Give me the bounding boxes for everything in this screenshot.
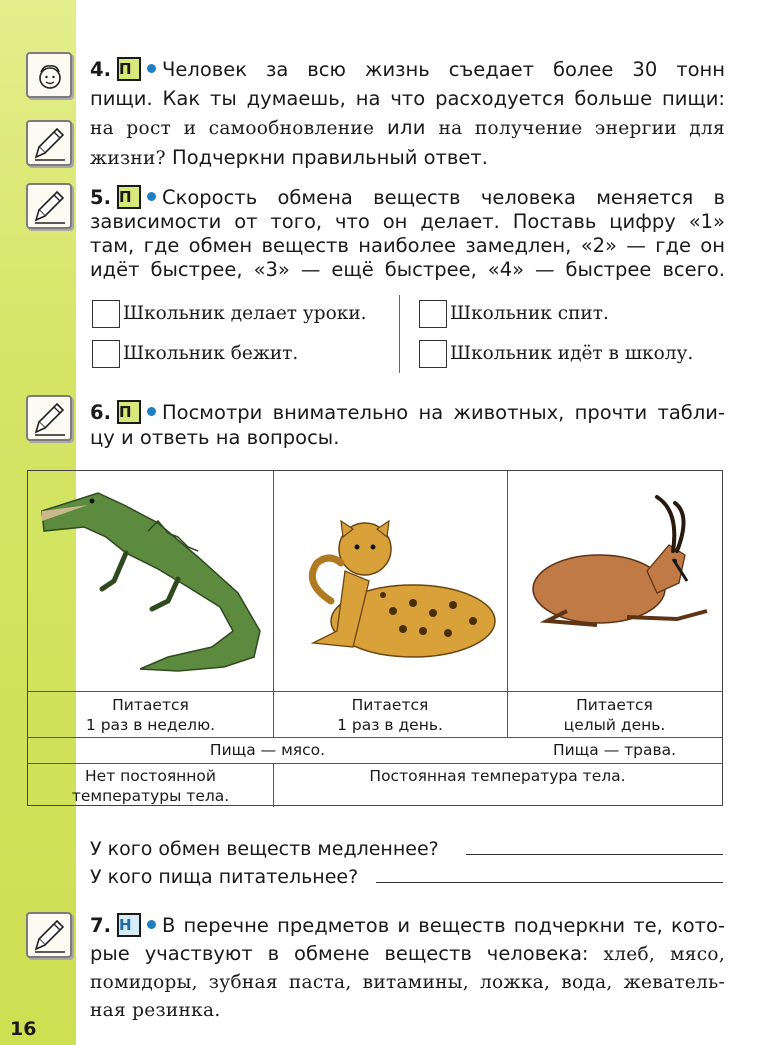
- face-icon: [26, 52, 72, 98]
- pencil-icon: [26, 183, 72, 229]
- task-text: В перечне предметов и веществ подчеркни те, кото-: [161, 914, 725, 937]
- choice-label: Школьник идёт в школу.: [450, 343, 694, 364]
- crocodile-picture: [28, 471, 273, 691]
- cell-text: Питается: [576, 696, 653, 714]
- table-line: [28, 737, 722, 738]
- table-line: [28, 691, 722, 692]
- item-list[interactable]: помидоры, зубная паста, витамины, ложка, вода, жеватель-: [90, 972, 725, 993]
- task-instruction: Подчеркни правильный ответ.: [165, 146, 488, 169]
- task-text: Человек за всю жизнь съедает более 30 тонн: [161, 58, 725, 81]
- choice-label: Школьник спит.: [450, 303, 609, 324]
- task-text: Посмотри внимательно на животных, прочти табли-: [161, 401, 725, 424]
- cell-text: Питается: [351, 696, 429, 714]
- answer-option-growth[interactable]: на рост и самообновление: [90, 118, 375, 139]
- task-text: Скорость обмена веществ человека меняется в: [161, 186, 725, 209]
- task-4: [90, 55, 725, 173]
- level-badge: П: [117, 57, 141, 81]
- food-grass: Пища — трава.: [552, 741, 677, 759]
- level-badge: П: [117, 185, 141, 209]
- bullet-dot-icon: [147, 192, 156, 201]
- leopard-picture: [273, 471, 507, 691]
- task-number: 4.: [90, 58, 111, 81]
- cell-text: Питается: [112, 696, 189, 714]
- cell-text: 1 раз в неделю.: [85, 716, 216, 734]
- task-text: зависимости от того, что он делает. Поставь цифру «1»: [90, 210, 725, 233]
- pencil-icon: [26, 120, 72, 166]
- task-text: цу и ответь на вопросы.: [90, 426, 340, 449]
- answer-option-energy[interactable]: на получение энергии для: [438, 118, 725, 139]
- bullet-dot-icon: [147, 64, 156, 73]
- pencil-icon: [26, 912, 72, 958]
- answer-box[interactable]: [419, 340, 447, 368]
- task-7: [90, 912, 725, 1025]
- pencil-icon: [26, 395, 72, 441]
- or-word: или: [374, 116, 439, 139]
- answer-box[interactable]: [92, 300, 120, 328]
- table-line: [28, 763, 722, 764]
- item-list[interactable]: ная резинка.: [90, 1000, 221, 1021]
- task-number: 5.: [90, 186, 111, 209]
- cell-text: Нет постоянной: [85, 767, 216, 785]
- food-meat: Пища — мясо.: [209, 741, 326, 759]
- task-number: 7.: [90, 914, 111, 937]
- level-badge: П: [117, 400, 141, 424]
- level-badge: Н: [117, 913, 141, 937]
- feeding-crocodile: [28, 695, 273, 735]
- task-5: [90, 185, 725, 282]
- cell-text: целый день.: [563, 716, 666, 734]
- answer-box[interactable]: [92, 340, 120, 368]
- answer-line[interactable]: [376, 882, 723, 883]
- temperature-none: [28, 766, 273, 806]
- cell-text: температуры тела.: [71, 787, 230, 805]
- task-number: 6.: [90, 401, 111, 424]
- choice-label: Школьник делает уроки.: [123, 303, 367, 324]
- task-text: идёт быстрее, «3» — ещё быстрее, «4» — быстрее всего.: [90, 258, 725, 281]
- bullet-dot-icon: [147, 407, 156, 416]
- task-text: рые участвуют в обмене веществ человека:: [90, 942, 604, 965]
- antelope-picture: [507, 471, 722, 691]
- task-text: пищи. Как ты думаешь, на что расходуется больше пищи:: [90, 87, 725, 110]
- answer-box[interactable]: [419, 300, 447, 328]
- task-6: [90, 400, 725, 450]
- feeding-leopard: [273, 695, 507, 735]
- feeding-antelope: [507, 695, 722, 735]
- item-list[interactable]: хлеб, мясо,: [603, 944, 726, 965]
- answer-option-energy-cont[interactable]: жизни?: [90, 148, 166, 169]
- animal-table: [27, 470, 723, 806]
- question-metabolism: У кого обмен веществ медленнее?: [90, 838, 439, 860]
- page-number: 16: [10, 1018, 37, 1040]
- column-divider: [399, 295, 400, 373]
- cell-text: 1 раз в день.: [337, 716, 443, 734]
- question-nutrition: У кого пища питательнее?: [90, 866, 359, 888]
- answer-line[interactable]: [466, 854, 723, 855]
- task-text: там, где обмен веществ наиболее замедлен, «2» — где он: [90, 234, 725, 257]
- bullet-dot-icon: [147, 920, 156, 929]
- temperature-constant: Постоянная температура тела.: [369, 767, 626, 785]
- choice-label: Школьник бежит.: [123, 343, 299, 364]
